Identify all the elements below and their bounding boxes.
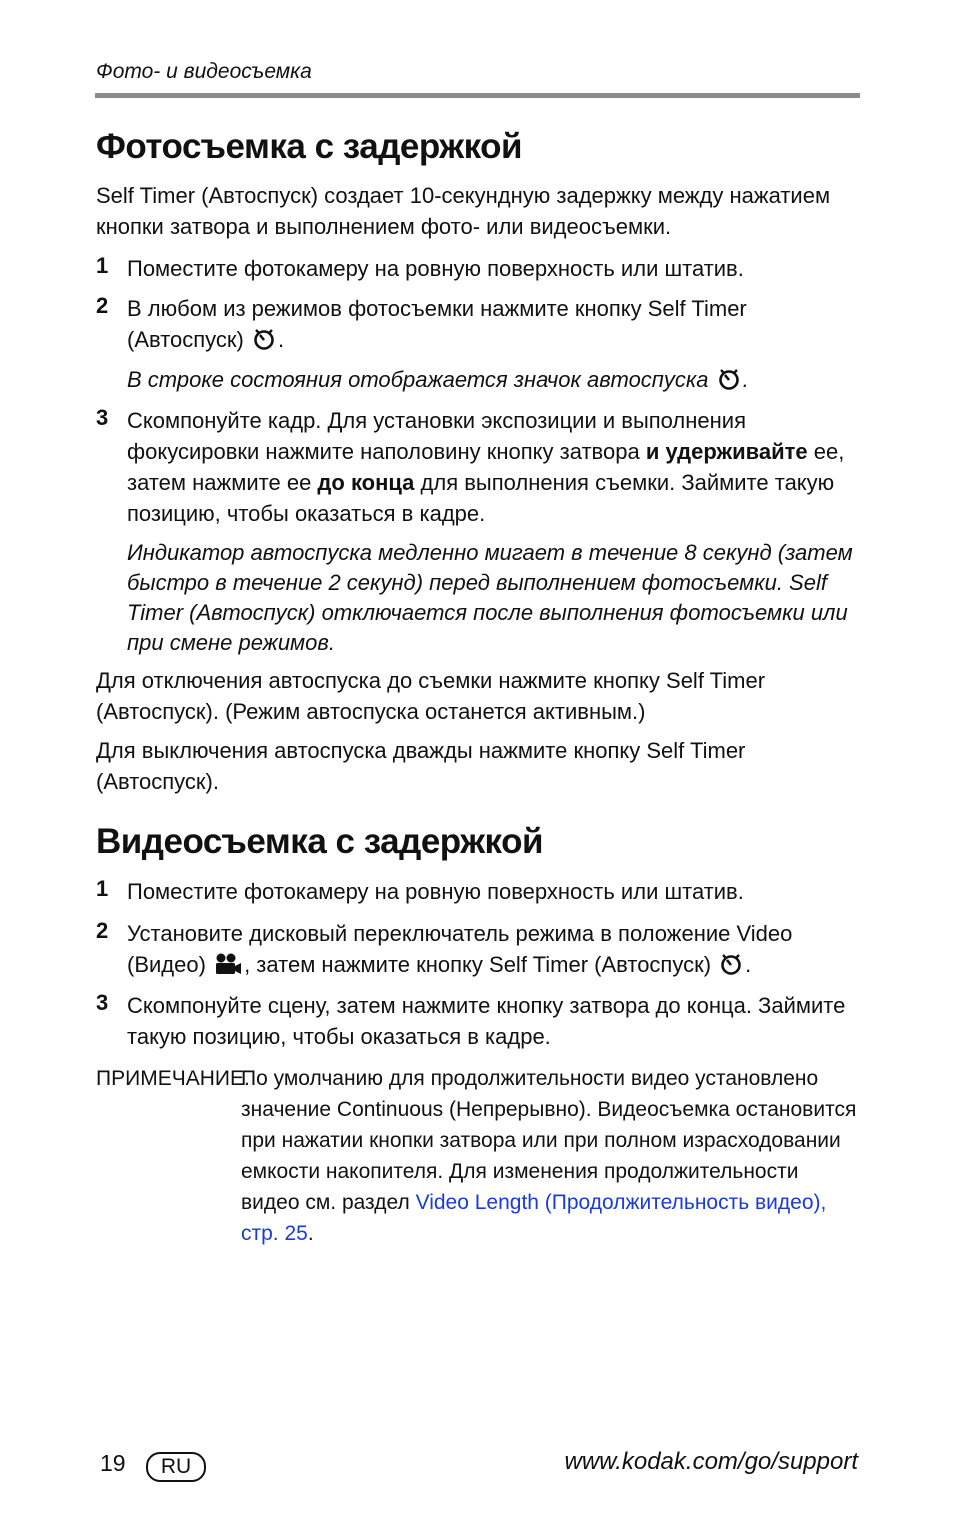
running-header: Фото- и видеосъемка (96, 60, 312, 83)
video-camera-icon (214, 952, 242, 984)
step-number: 3 (96, 405, 109, 430)
off-paragraph: Для выключения автоспуска дважды нажмите кнопку Self Timer (Автоспуск). (96, 738, 746, 794)
section-title-photo-timer: Фотосъемка с задержкой (96, 127, 523, 166)
intro-paragraph: Self Timer (Автоспуск) создает 10-секундную задержку между нажатием кнопки затвора и выполнением фото- или видеосъемки. (96, 183, 831, 239)
note-text (241, 1063, 861, 1249)
step-text-part: Скомпонуйте кадр. Для установки экспозиции и выполнения фокусировки нажмите наполовину кнопку затвора (127, 408, 747, 464)
step-number: 3 (96, 990, 109, 1015)
step-text-part: для выполнения съемки. Займите такую позицию, чтобы оказаться в кадре. (127, 470, 835, 526)
page-number: 19 (100, 1450, 126, 1476)
step-text: Скомпонуйте сцену, затем нажмите кнопку затвора до конца. Займите такую позицию, чтобы оказаться в кадре. (127, 993, 846, 1049)
step-text (127, 293, 767, 359)
step-text (127, 405, 847, 529)
step-text: Поместите фотокамеру на ровную поверхность или штатив. (127, 879, 744, 904)
support-url[interactable]: www.kodak.com/go/support (564, 1448, 858, 1475)
step-number: 2 (96, 918, 109, 943)
cancel-paragraph: Для отключения автоспуска до съемки нажмите кнопку Self Timer (Автоспуск). (Режим автоспуска останется активным.) (96, 668, 766, 724)
step-text-part: , затем нажмите кнопку Self Timer (Автоспуск) (244, 952, 712, 977)
language-badge: RU (146, 1452, 206, 1482)
section-title-video-timer: Видеосъемка с задержкой (96, 822, 543, 861)
video-length-link[interactable]: Video Length (Продолжительность видео), стр. 25 (241, 1191, 827, 1245)
step-text-part: . (278, 327, 285, 352)
step-text-bold: до конца (317, 470, 415, 495)
step-result-text: В строке состояния отображается значок автоспуска (127, 367, 709, 392)
step-text (127, 918, 807, 984)
step-number: 1 (96, 876, 109, 901)
self-timer-icon (719, 952, 743, 984)
step-text-part: ее, затем нажмите ее (127, 439, 845, 495)
step-number: 1 (96, 253, 109, 278)
step-text-part: В любом из режимов фотосъемки нажмите кнопку Self Timer (Автоспуск) (127, 296, 747, 352)
header-rule (95, 93, 860, 98)
step-result-text: . (742, 367, 749, 392)
step-text-part: Установите дисковый переключатель режима в положение Video (Видео) (127, 921, 793, 977)
note-label: ПРИМЕЧАНИЕ. (96, 1067, 250, 1090)
self-timer-icon (252, 327, 276, 359)
step-result (127, 365, 862, 399)
step-text-bold: и удерживайте (645, 439, 808, 464)
step-result: Индикатор автоспуска медленно мигает в течение 8 секунд (затем быстро в течение 2 секунд) перед выполнением фотосъемки. Self Timer (Автоспуск) отключается после выполнения фотосъемки или при смене режимов. (127, 540, 853, 655)
step-text: Поместите фотокамеру на ровную поверхность или штатив. (127, 256, 744, 281)
note-end: . (307, 1222, 314, 1245)
note-body-text: По умолчанию для продолжительности видео установлено значение Continuous (Непрерывно). Видеосъемка остановится при нажатии кнопки затвора или при полном израсходовании емкости накопителя. Для изменения продолжительности видео см. раздел (241, 1067, 857, 1214)
self-timer-icon (717, 367, 741, 399)
step-text-part: . (745, 952, 752, 977)
step-number: 2 (96, 293, 109, 318)
